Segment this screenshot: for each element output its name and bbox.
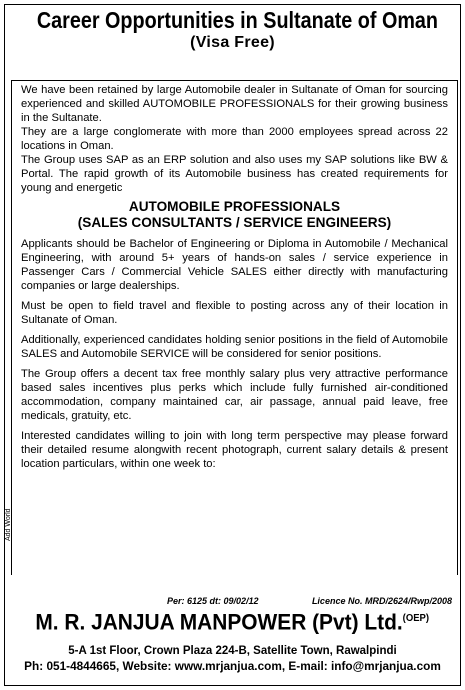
visa-note: (Visa Free)	[190, 34, 275, 51]
page-title: Career Opportunities in Sultanate of Oman	[36, 7, 439, 33]
company-name: M. R. JANJUA MANPOWER (Pvt) Ltd.	[35, 609, 403, 635]
licence-number: Licence No. MRD/2624/Rwp/2008	[311, 596, 452, 606]
position-heading	[21, 199, 448, 231]
intro-paragraph-1: We have been retained by large Automobile dealer in Sultanate of Oman for sourcing experienced and skilled AUTOMOBILE PROFESSIONALS for their growing business in the Sultanate.	[21, 84, 448, 124]
intro-paragraph-3: The Group uses SAP as an ERP solution and also uses my SAP solutions like BW & Portal. The rapid growth of its Automobile business has created requirements for young and energetic	[21, 154, 448, 194]
intro-paragraph-2: They are a large conglomerate with more than 2000 employees spread across 22 locations in Oman.	[21, 126, 448, 152]
company-name-block	[5, 606, 460, 635]
company-address: 5-A 1st Floor, Crown Plaza 224-B, Satellite Town, Rawalpindi	[68, 645, 397, 657]
benefits-paragraph: The Group offers a decent tax free monthly salary plus very attractive performance based sales incentives plus perks which include fully furnished air-conditioned accommodation, company maintained car, air passage, annual paid leave, free medicals, gratuity, etc.	[21, 368, 448, 422]
apply-paragraph: Interested candidates willing to join with long term perspective may please forward their detailed resume alongwith recent photograph, current salary details & present location particulars, within one week to:	[21, 430, 448, 470]
senior-positions-paragraph: Additionally, experienced candidates holding senior positions in the field of Automobile SALES and Automobile SERVICE will be considered for senior positions.	[21, 334, 448, 360]
company-suffix: (OEP)	[402, 613, 430, 624]
travel-paragraph: Must be open to field travel and flexible to posting across any of their location in Sultanate of Oman.	[21, 300, 448, 326]
permission-reference: Per: 6125 dt: 09/02/12	[167, 596, 259, 606]
company-contact: Ph: 051-4844665, Website: www.mrjanjua.com, E-mail: info@mrjanjua.com	[24, 659, 441, 673]
requirements-paragraph: Applicants should be Bachelor of Engineering or Diploma in Automobile / Mechanical Engineering, with around 5+ years of hands-on sales / service experience in Passenger Cars / Commercial Vehicle SALES either directly with manufacturing companies or large dealerships.	[21, 238, 448, 292]
side-note: Add World	[5, 508, 12, 541]
ad-body	[11, 80, 458, 575]
job-advertisement	[4, 4, 461, 686]
position-title: AUTOMOBILE PROFESSIONALS	[128, 199, 341, 214]
ad-header	[5, 7, 460, 52]
position-roles: (SALES CONSULTANTS / SERVICE ENGINEERS)	[77, 215, 392, 230]
